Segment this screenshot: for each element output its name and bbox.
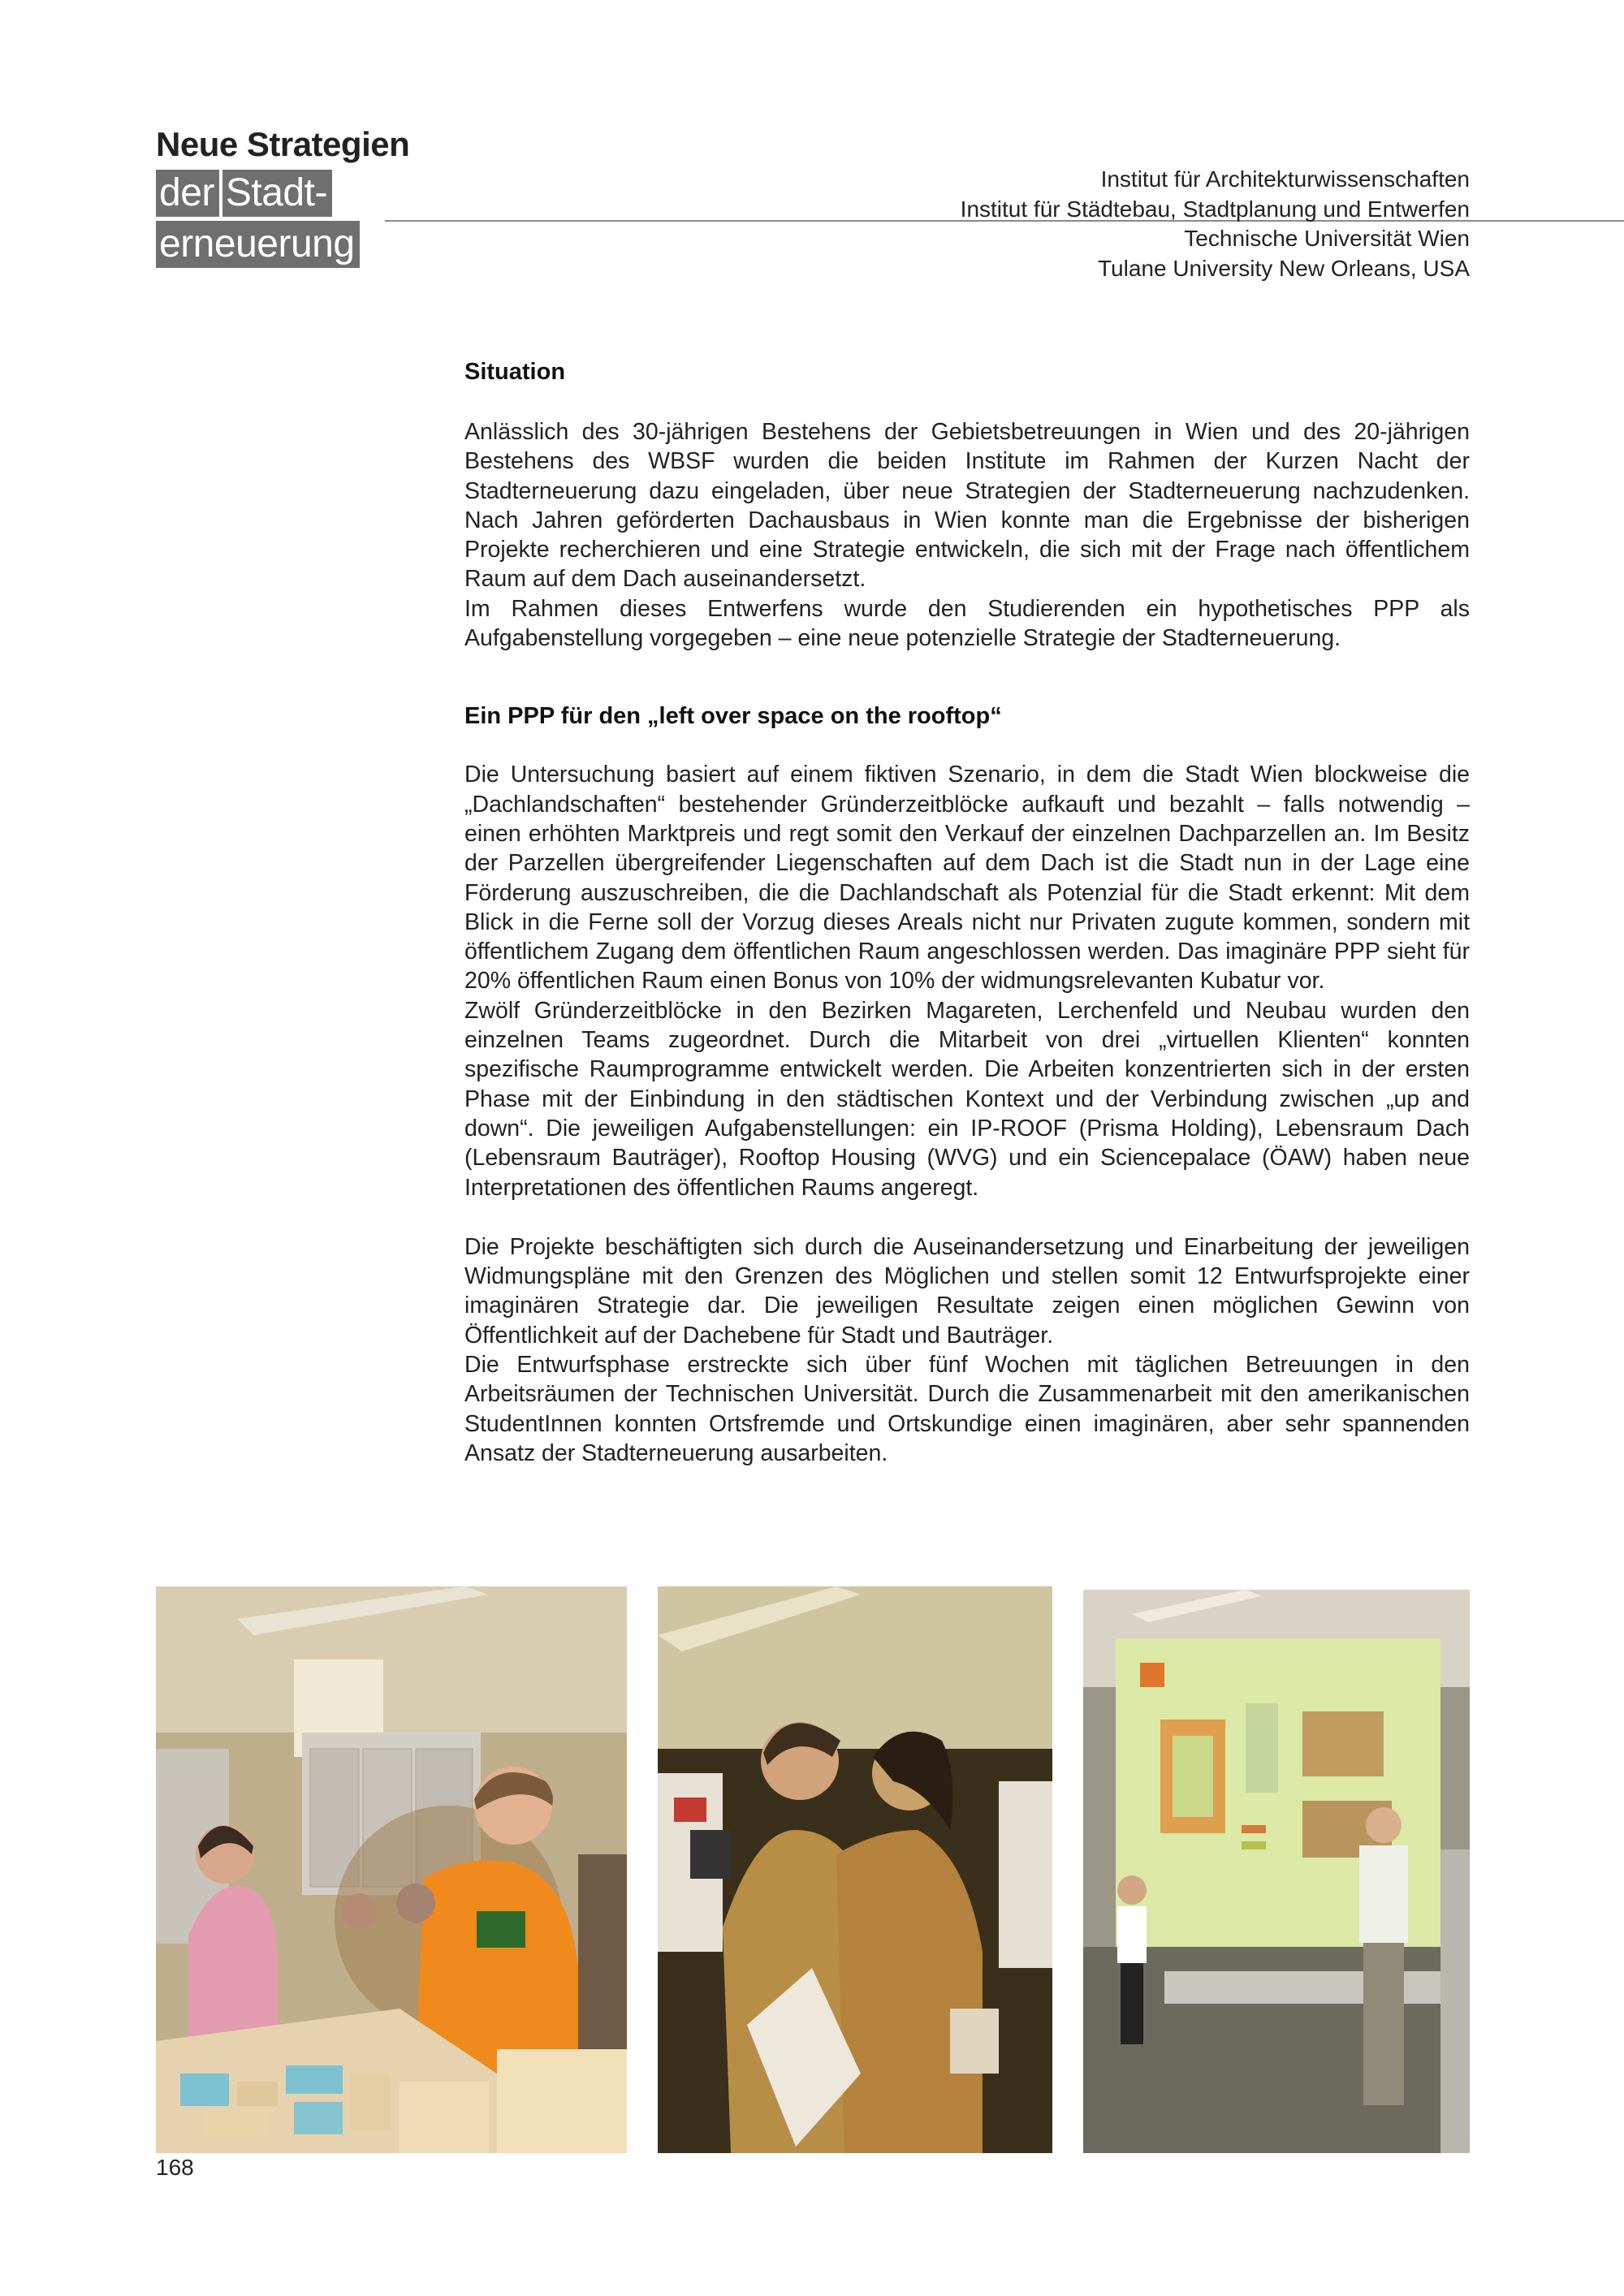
institution-line: Institut für Städtebau, Stadtplanung und Entwerfen	[960, 196, 1470, 222]
page-number: 168	[156, 2155, 194, 2180]
institution-list	[961, 165, 1470, 283]
logo-block-stadt: Stadt-	[222, 170, 332, 217]
paragraph: Zwölf Gründerzeitblöcke in den Bezirken Magareten, Lerchenfeld und Neubau wurden den einzelnen Teams zugeordnet. Durch die Mitarbeit von drei „virtuellen Klienten“ konnten spezifische Raumprogramme entwickelt werden. Die Arbeiten konzentrierten sich in der ersten Phase mit der Einbindung in den städtischen Kontext und der Verbindung zwischen „up and down“. Die jeweiligen Aufgabenstellungen: ein IP-ROOF (Prisma Holding), Lebensraum Dach (Lebensraum Bauträger), Rooftop Housing (WVG) und ein Sciencepalace (ÖAW) haben neue Interpretationen des öffentlichen Raums angeregt.	[464, 997, 1470, 1201]
section-heading-ppp: Ein PPP für den „left over space on the rooftop“	[464, 703, 1002, 730]
paragraph: Die Entwurfsphase erstreckte sich über fünf Wochen mit täglichen Betreuungen in den Arbeitsräumen der Technischen Universität. Durch die Zusammenarbeit mit den amerikanischen StudentInnen konnten Ortsfremde und Ortskundige einen imaginären, aber sehr spannenden Ansatz der Stadterneuerung ausarbeiten.	[464, 1352, 1470, 1466]
institution-line: Institut für Architekturwissenschaften	[1100, 166, 1470, 192]
logo-block-row-1	[156, 170, 409, 217]
paragraph: Im Rahmen dieses Entwerfens wurde den Studierenden ein hypothetisches PPP als Aufgabenstellung vorgegeben – eine neue potenzielle Strategie der Stadterneuerung.	[464, 595, 1470, 652]
logo-block-row-2	[156, 221, 409, 268]
photo-students-model	[156, 1586, 627, 2153]
photo-presentation	[1083, 1590, 1470, 2153]
paragraph: Die Untersuchung basiert auf einem fiktiven Szenario, in dem die Stadt Wien blockweise die „Dachlandschaften“ bestehender Gründerzeitblöcke aufkauft und bezahlt – falls notwendig – einen erhöhten Marktpreis und regt somit den Verkauf der einzelnen Dachparzellen an. Im Besitz der Parzellen übergreifender Liegenschaften auf dem Dach ist die Stadt nun in der Lage eine Förderung auszuschreiben, die die Dachlandschaft als Potenzial für die Stadt erkennt: Mit dem Blick in die Ferne soll der Vorzug dieses Areals nicht nur Privaten zugute kommen, sondern mit öffentlichem Zugang dem öffentlichen Raum angeschlossen werden. Das imaginäre PPP sieht für 20% öffentlichen Raum einen Bonus von 10% der widmungsrelevanten Kubatur vor.	[464, 762, 1470, 995]
article-body	[464, 357, 1470, 1468]
photo-discussion	[658, 1586, 1052, 2153]
institution-line: Tulane University New Orleans, USA	[1097, 255, 1470, 281]
logo-title-line: Neue Strategien	[156, 125, 410, 163]
logo-block-erneuerung: erneuerung	[156, 221, 360, 268]
section-heading-situation: Situation	[464, 359, 566, 385]
paragraph: Anlässlich des 30-jährigen Bestehens der Gebietsbetreuungen in Wien und des 20-jährigen Bestehens des WBSF wurden die beiden Institute im Rahmen der Kurzen Nacht der Stadterneuerung dazu eingeladen, über neue Strategien der Stadterneuerung nachzudenken. Nach Jahren geförderten Dachausbaus in Wien konnte man die Ergebnisse der bisherigen Projekte recherchieren und eine Strategie entwickeln, die sich mit der Frage nach öffentlichem Raum auf dem Dach auseinandersetzt.	[464, 419, 1470, 593]
series-logo	[156, 123, 409, 268]
logo-block-der: der	[156, 170, 219, 217]
paragraph: Die Projekte beschäftigten sich durch die Auseinandersetzung und Einarbeitung der jeweiligen Widmungspläne mit den Grenzen des Möglichen und stellen somit 12 Entwurfsprojekte einer imaginären Strategie dar. Die jeweiligen Resultate zeigen einen möglichen Gewinn von Öffentlichkeit auf der Dachebene für Stadt und Bauträger.	[464, 1233, 1470, 1349]
institution-line: Technische Universität Wien	[1184, 226, 1470, 251]
